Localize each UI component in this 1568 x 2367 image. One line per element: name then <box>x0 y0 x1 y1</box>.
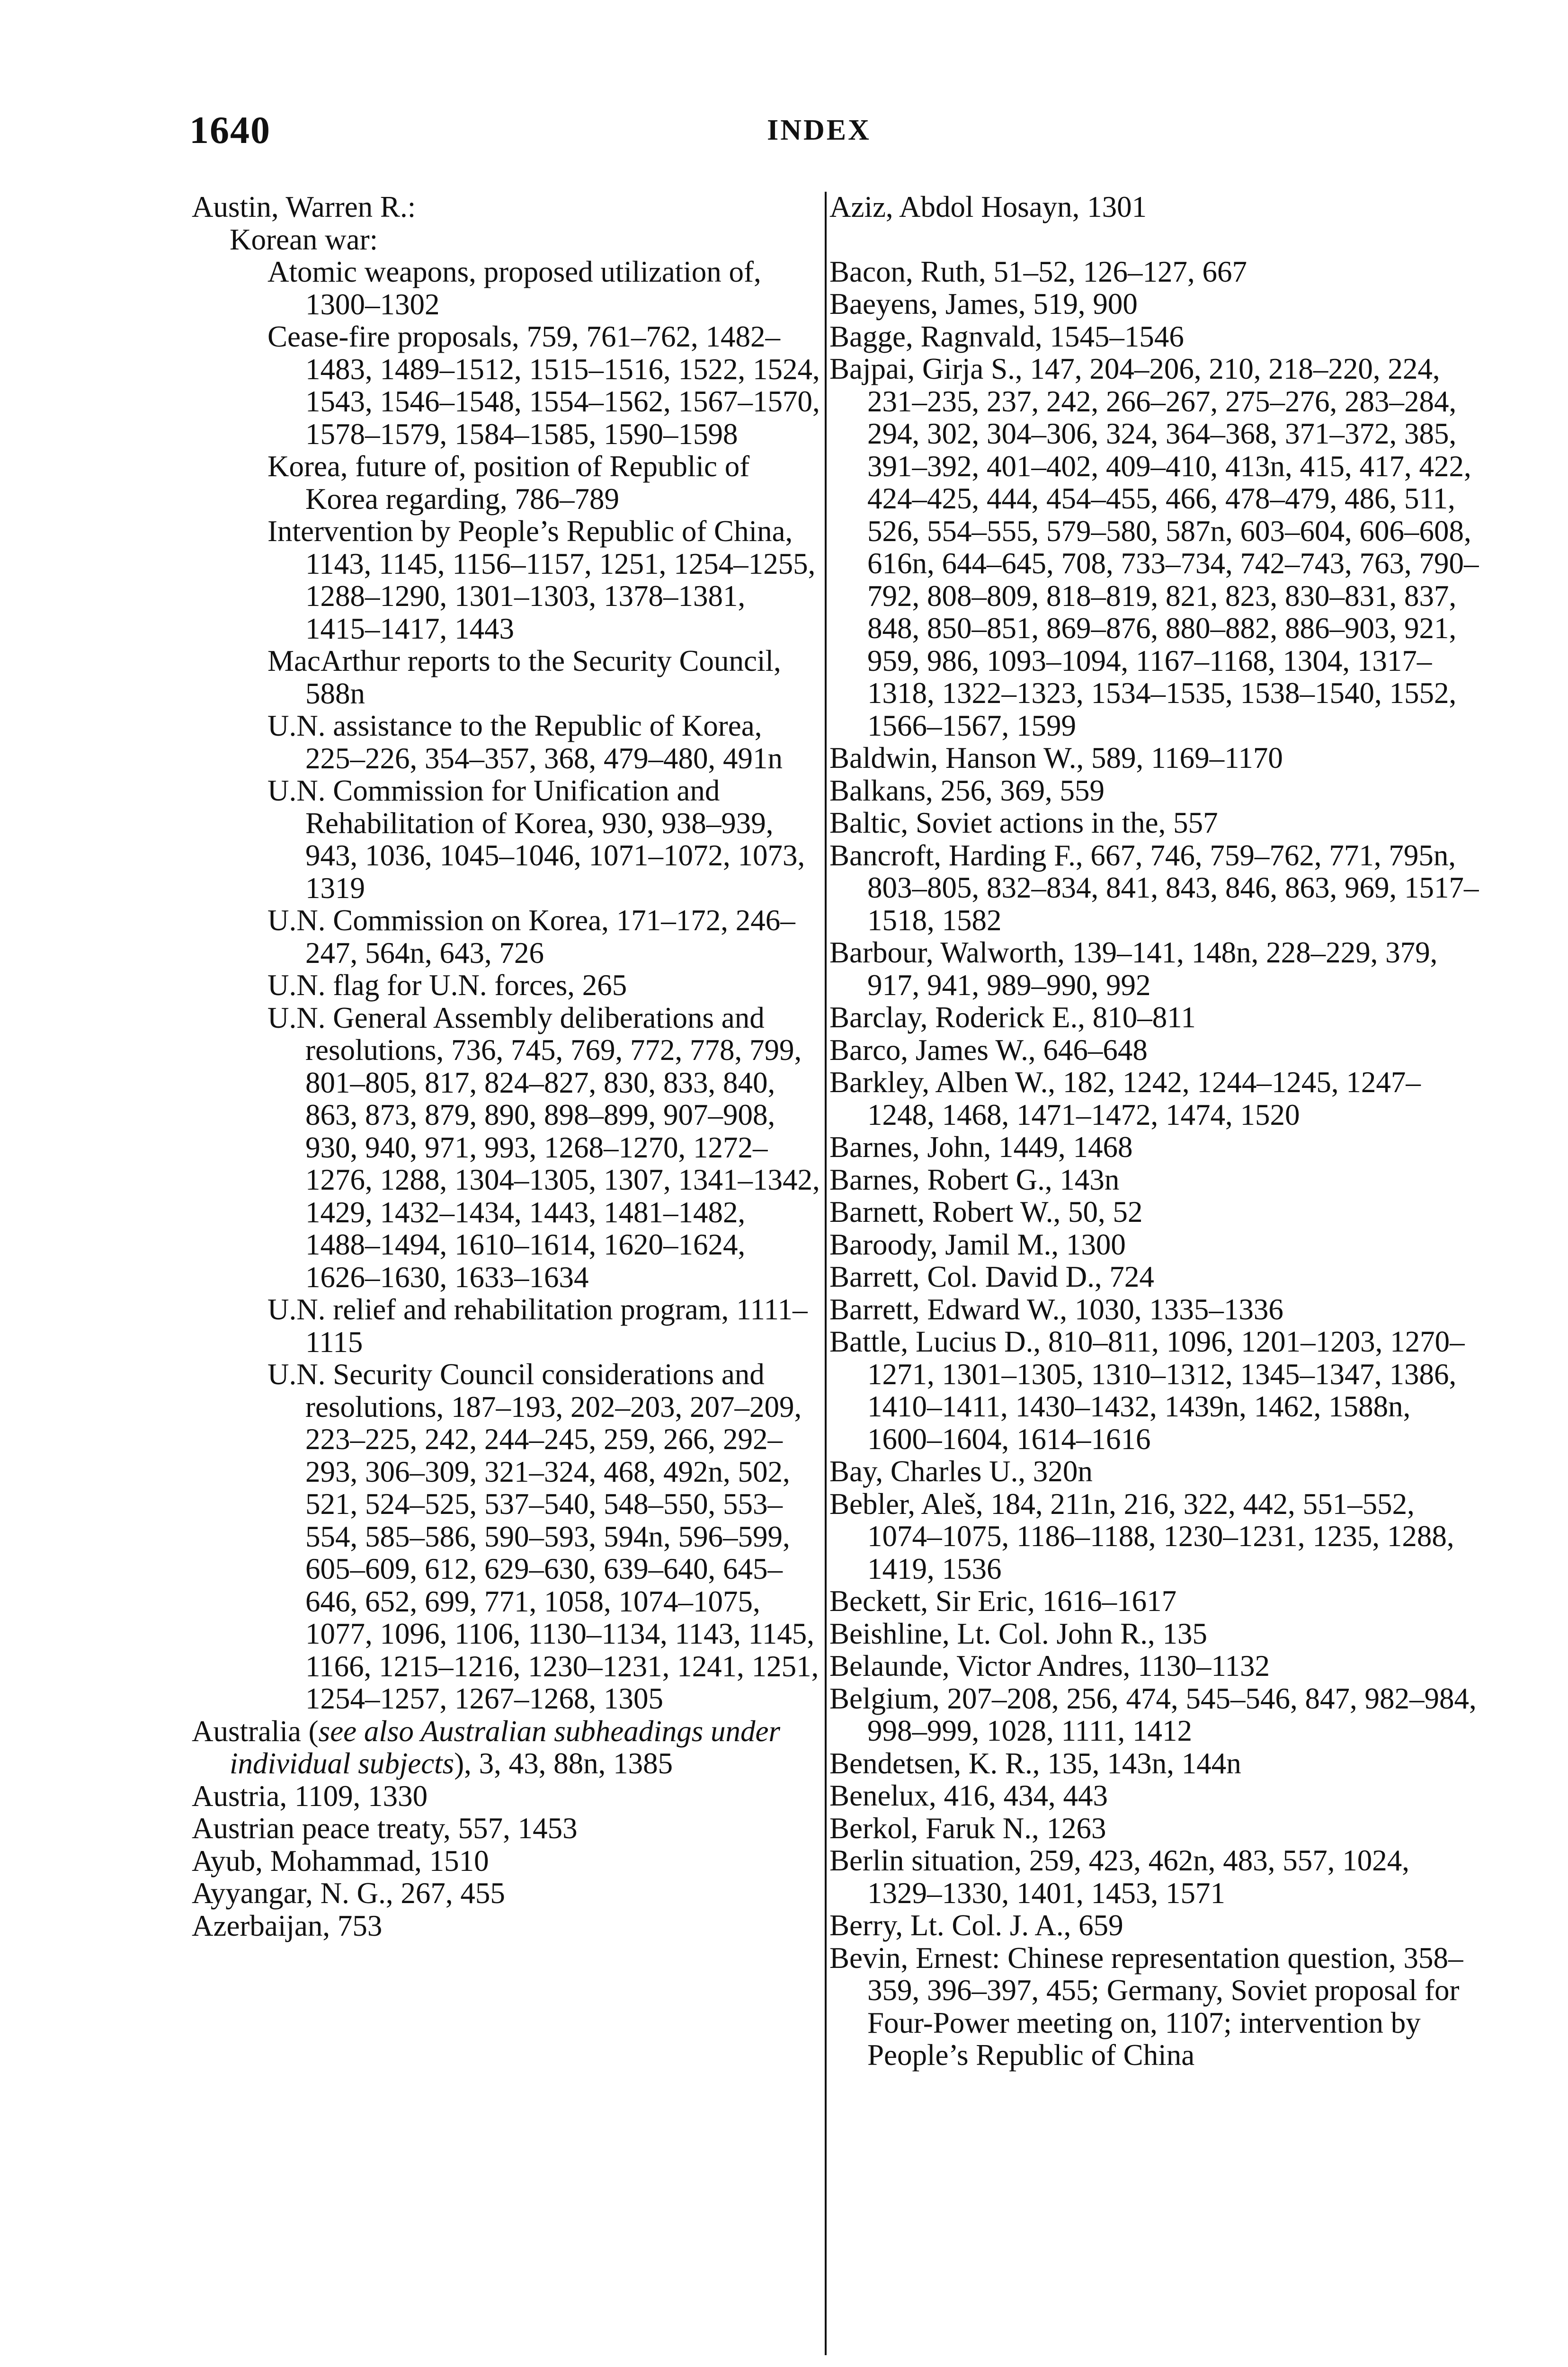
index-entry: Bevin, Ernest: Chinese representation question, 358–359, 396–397, 455; Germany, Soviet proposal for Four-Power meeting on, 1107; intervention by People’s Republic of China <box>829 1941 1463 2072</box>
index-entry: Baeyens, James, 519, 900 <box>829 287 1138 320</box>
index-entry: Barrett, Col. David D., 724 <box>829 1260 1154 1293</box>
see-also-reference: see also Australian subheadings under individual subjects <box>230 1714 781 1780</box>
index-subentry-korean-war: Korean war: <box>230 222 378 256</box>
index-subentry: Intervention by People’s Republic of China, 1143, 1145, 1156–1157, 1251, 1254–1255, 1288–1290, 1301–1303, 1378–1381, 1415–1417, 1443 <box>267 515 816 645</box>
index-entry: Barnes, John, 1449, 1468 <box>829 1130 1133 1164</box>
index-entry: Belgium, 207–208, 256, 474, 545–546, 847, 982–984, 998–999, 1028, 1111, 1412 <box>829 1682 1477 1747</box>
index-subentry: U.N. Security Council considerations and resolutions, 187–193, 202–203, 207–209, 223–225, 242, 244–245, 259, 266, 292–293, 306–309, 321–324, 468, 492n, 502, 521, 524–525, 537–540, 548–550, 553–554, 585–586, 590–593, 594n, 596–599, 605–609, 612, 629–630, 639–640, 645–646, 652, 699, 771, 1058, 1074–1075, 1077, 1096, 1106, 1130–1134, 1143, 1145, 1166, 1215–1216, 1230–1231, 1241, 1251, 1254–1257, 1267–1268, 1305 <box>267 1358 819 1715</box>
index-entry: Beckett, Sir Eric, 1616–1617 <box>829 1584 1177 1618</box>
index-entry: Baltic, Soviet actions in the, 557 <box>829 806 1218 839</box>
index-entry: Bagge, Ragnvald, 1545–1546 <box>829 320 1184 353</box>
index-entry: Ayub, Mohammad, 1510 <box>192 1844 489 1878</box>
index-entry: Berry, Lt. Col. J. A., 659 <box>829 1909 1123 1942</box>
index-entry: Barrett, Edward W., 1030, 1335–1336 <box>829 1292 1283 1326</box>
index-entry: Beishline, Lt. Col. John R., 135 <box>829 1617 1208 1650</box>
australia-pages: ), 3, 43, 88n, 1385 <box>454 1747 673 1780</box>
index-entry: Bacon, Ruth, 51–52, 126–127, 667 <box>829 255 1247 288</box>
index-subentry: U.N. flag for U.N. forces, 265 <box>267 969 627 1002</box>
index-entry: Ayyangar, N. G., 267, 455 <box>192 1877 505 1910</box>
index-entry: Belaunde, Victor Andres, 1130–1132 <box>829 1649 1270 1682</box>
index-subentry: U.N. assistance to the Republic of Korea, 225–226, 354–357, 368, 479–480, 491n <box>267 709 783 775</box>
left-column <box>192 191 826 1942</box>
letter-section-gap <box>829 223 1483 256</box>
index-entry: Bebler, Aleš, 184, 211n, 216, 322, 442, 551–552, 1074–1075, 1186–1188, 1230–1231, 1235, 1288, 1419, 1536 <box>829 1487 1454 1585</box>
index-entry: Bay, Charles U., 320n <box>829 1455 1093 1488</box>
index-entry: Azerbaijan, 753 <box>192 1909 383 1942</box>
index-entry-austin: Austin, Warren R.: <box>192 190 416 223</box>
right-column <box>829 191 1483 2072</box>
index-subentry: Korea, future of, position of Republic of Korea regarding, 786–789 <box>267 450 750 516</box>
index-entry: Barbour, Walworth, 139–141, 148n, 228–229, 379, 917, 941, 989–990, 992 <box>829 936 1438 1002</box>
index-entry: Bendetsen, K. R., 135, 143n, 144n <box>829 1746 1241 1780</box>
index-entry: Barclay, Roderick E., 810–811 <box>829 1001 1196 1034</box>
index-entry-australia <box>192 1715 826 1780</box>
index-entry: Austria, 1109, 1330 <box>192 1779 428 1813</box>
index-subentry: U.N. Commission for Unification and Rehabilitation of Korea, 930, 938–939, 943, 1036, 1045–1046, 1071–1072, 1073, 1319 <box>267 774 805 905</box>
australia-text: Australia ( <box>192 1714 319 1748</box>
index-subentry: Atomic weapons, proposed utilization of, 1300–1302 <box>267 255 761 321</box>
index-entry: Baldwin, Hanson W., 589, 1169–1170 <box>829 741 1283 774</box>
index-subentry: Cease-fire proposals, 759, 761–762, 1482–1483, 1489–1512, 1515–1516, 1522, 1524, 1543, 1546–1548, 1554–1562, 1567–1570, 1578–1579, 1584–1585, 1590–1598 <box>267 320 820 451</box>
index-entry: Barnes, Robert G., 143n <box>829 1163 1120 1196</box>
index-entry: Bajpai, Girja S., 147, 204–206, 210, 218–220, 224, 231–235, 237, 242, 266–267, 275–276, 283–284, 294, 302, 304–306, 324, 364–368, 371–372, 385, 391–392, 401–402, 409–410, 413n, 415, 417, 422, 424–425, 444, 454–455, 466, 478–479, 486, 511, 526, 554–555, 579–580, 587n, 603–604, 606–608, 616n, 644–645, 708, 733–734, 742–743, 763, 790–792, 808–809, 818–819, 821, 823, 830–831, 837, 848, 850–851, 869–876, 880–882, 886–903, 921, 959, 986, 1093–1094, 1167–1168, 1304, 1317–1318, 1322–1323, 1534–1535, 1538–1540, 1552, 1566–1567, 1599 <box>829 352 1479 742</box>
index-entry: Battle, Lucius D., 810–811, 1096, 1201–1203, 1270–1271, 1301–1305, 1310–1312, 1345–1347, 1386, 1410–1411, 1430–1432, 1439n, 1462, 1588n, 1600–1604, 1614–1616 <box>829 1325 1465 1456</box>
index-entry: Barco, James W., 646–648 <box>829 1033 1148 1067</box>
index-entry: Austrian peace treaty, 557, 1453 <box>192 1812 578 1845</box>
index-subentry: U.N. relief and rehabilitation program, 1111–1115 <box>267 1293 808 1359</box>
index-entry: Benelux, 416, 434, 443 <box>829 1779 1108 1812</box>
running-head: INDEX <box>767 114 871 146</box>
index-entry: Balkans, 256, 369, 559 <box>829 774 1105 807</box>
index-entry: Berlin situation, 259, 423, 462n, 483, 557, 1024, 1329–1330, 1401, 1453, 1571 <box>829 1844 1409 1910</box>
index-entry: Barkley, Alben W., 182, 1242, 1244–1245, 1247–1248, 1468, 1471–1472, 1474, 1520 <box>829 1066 1421 1131</box>
page-number: 1640 <box>189 108 271 151</box>
index-entry: Barnett, Robert W., 50, 52 <box>829 1195 1143 1228</box>
index-subentry: U.N. General Assembly deliberations and resolutions, 736, 745, 769, 772, 778, 799, 801–805, 817, 824–827, 830, 833, 840, 863, 873, 879, 890, 898–899, 907–908, 930, 940, 971, 993, 1268–1270, 1272–1276, 1288, 1304–1305, 1307, 1341–1342, 1429, 1432–1434, 1443, 1481–1482, 1488–1494, 1610–1614, 1620–1624, 1626–1630, 1633–1634 <box>267 1001 820 1294</box>
index-entry: Bancroft, Harding F., 667, 746, 759–762, 771, 795n, 803–805, 832–834, 841, 843, 846, 863, 969, 1517–1518, 1582 <box>829 838 1479 937</box>
index-entry: Berkol, Faruk N., 1263 <box>829 1811 1106 1845</box>
index-entry: Baroody, Jamil M., 1300 <box>829 1228 1126 1261</box>
index-subentry: MacArthur reports to the Security Council, 588n <box>267 644 781 710</box>
index-subentry: U.N. Commission on Korea, 171–172, 246–247, 564n, 643, 726 <box>267 904 795 970</box>
index-entry: Aziz, Abdol Hosayn, 1301 <box>829 190 1147 223</box>
